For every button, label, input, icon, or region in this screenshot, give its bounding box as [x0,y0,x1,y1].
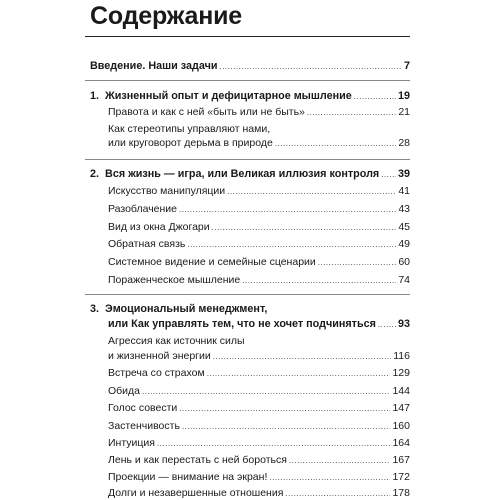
page-title: Содержание [90,2,243,30]
toc-entry[interactable] [108,203,410,216]
section-divider [85,294,410,295]
toc-entry[interactable] [108,471,410,484]
toc-entry-text: или круговорот дерьма в природе [108,137,273,149]
toc-page-number: 60 [398,256,410,268]
toc-page-number: 28 [398,137,410,149]
toc-page-number: 93 [397,318,410,330]
toc-entry[interactable] [108,420,410,433]
toc-page-number: 39 [397,168,410,180]
toc-leader [219,60,402,73]
toc-entry-text: Долги и незавершенные отношения [108,487,284,499]
toc-leader [142,385,390,398]
toc-entry[interactable] [108,437,410,450]
toc-leader [275,137,397,150]
chapter-title-line1: Эмоциональный менеджмент, [105,303,268,315]
toc-leader [213,350,392,363]
toc-leader [289,454,391,467]
toc-leader [318,256,397,269]
toc-entry-text: Искусство манипуляции [108,185,226,197]
toc-page-number: 43 [398,203,410,215]
toc-leader [285,487,390,500]
toc-entry[interactable] [108,238,410,251]
chapter-title: Жизненный опыт и дефицитарное мышление [105,90,352,102]
section-divider [85,80,410,81]
toc-page-number: 45 [398,221,410,233]
toc-chapter-1[interactable] [90,90,410,103]
toc-entry[interactable] [108,487,410,500]
toc-leader [187,238,396,251]
toc-page-number: 41 [398,185,410,197]
toc-page-number: 144 [392,385,410,397]
toc-page-number: 160 [392,420,410,432]
toc-entry-text: Обратная связь [108,238,186,250]
toc-leader [179,203,396,216]
toc-entry[interactable] [108,385,410,398]
chapter-title: или Как управлять тем, что не хочет подчиняться [108,318,376,330]
toc-entry-text: Правота и как с ней «быть или не быть» [108,106,305,118]
toc-chapter-heading [90,90,353,103]
toc-page-number: 164 [392,437,410,449]
toc-page-number: 19 [397,90,410,102]
toc-page-number: 178 [392,487,410,499]
toc-entry-text: Интуиция [108,437,155,449]
toc-entry[interactable] [108,106,410,119]
toc-page-number: 129 [392,367,410,379]
toc-entry-text: Обида [108,385,141,397]
toc-chapter-3-line1 [90,303,267,316]
toc-page-number: 21 [398,106,410,118]
toc-entry-text: Пораженческое мышление [108,274,241,286]
toc-entry-text: Голос совести [108,402,178,414]
toc-leader [227,185,396,198]
toc-leader [157,437,391,450]
toc-entry-text: Встреча со страхом [108,367,205,379]
toc-entry[interactable] [108,350,410,363]
toc-entry[interactable] [108,367,410,380]
toc-entry-text-line1: Как стереотипы управляют нами, [108,123,271,135]
toc-entry-text: Проекции — внимание на экран! [108,471,268,483]
chapter-number: 1. [90,90,100,102]
toc-entry-text: Вид из окна Джогари [108,221,210,233]
toc-entry-intro[interactable] [90,60,410,73]
toc-chapter-3[interactable] [108,318,410,331]
chapter-number: 3. [90,303,100,315]
toc-page-number: 116 [393,350,410,362]
toc-leader [378,318,396,331]
toc-leader [307,106,396,119]
toc-entry-text-line1: Агрессия как источник силы [108,335,245,347]
chapter-title: Вся жизнь — игра, или Великая иллюзия контроля [105,168,380,180]
toc-entry[interactable] [108,185,410,198]
toc-chapter-2[interactable] [90,168,410,181]
toc-entry[interactable] [108,402,410,415]
toc-page-number: 74 [398,274,410,286]
toc-page-number: 49 [398,238,410,250]
title-divider [85,36,410,37]
toc-chapter-heading [90,168,380,181]
toc-entry[interactable] [108,137,410,150]
toc-entry-text: и жизненной энергии [108,350,211,362]
toc-entry[interactable] [108,256,410,269]
toc-entry-text: Введение. Наши задачи [90,60,218,72]
chapter-number: 2. [90,168,100,180]
toc-entry-text: Застенчивость [108,420,180,432]
toc-leader [242,274,396,287]
section-divider [85,159,410,160]
toc-leader [269,471,390,484]
toc-leader [182,420,391,433]
toc-page-number: 172 [392,471,410,483]
toc-leader [207,367,391,380]
toc-entry-text: Разоблачение [108,203,178,215]
toc-entry[interactable] [108,454,410,467]
toc-page-number: 167 [392,454,410,466]
toc-leader [179,402,390,415]
toc-leader [381,168,396,181]
toc-entry-text: Системное видение и семейные сценарии [108,256,316,268]
toc-page-number: 7 [403,60,410,72]
toc-leader [354,90,396,103]
toc-page-number: 147 [392,402,410,414]
toc-entry-text: Лень и как перестать с ней бороться [108,454,287,466]
toc-entry[interactable] [108,274,410,287]
toc-leader [212,221,397,234]
toc-entry[interactable] [108,221,410,234]
